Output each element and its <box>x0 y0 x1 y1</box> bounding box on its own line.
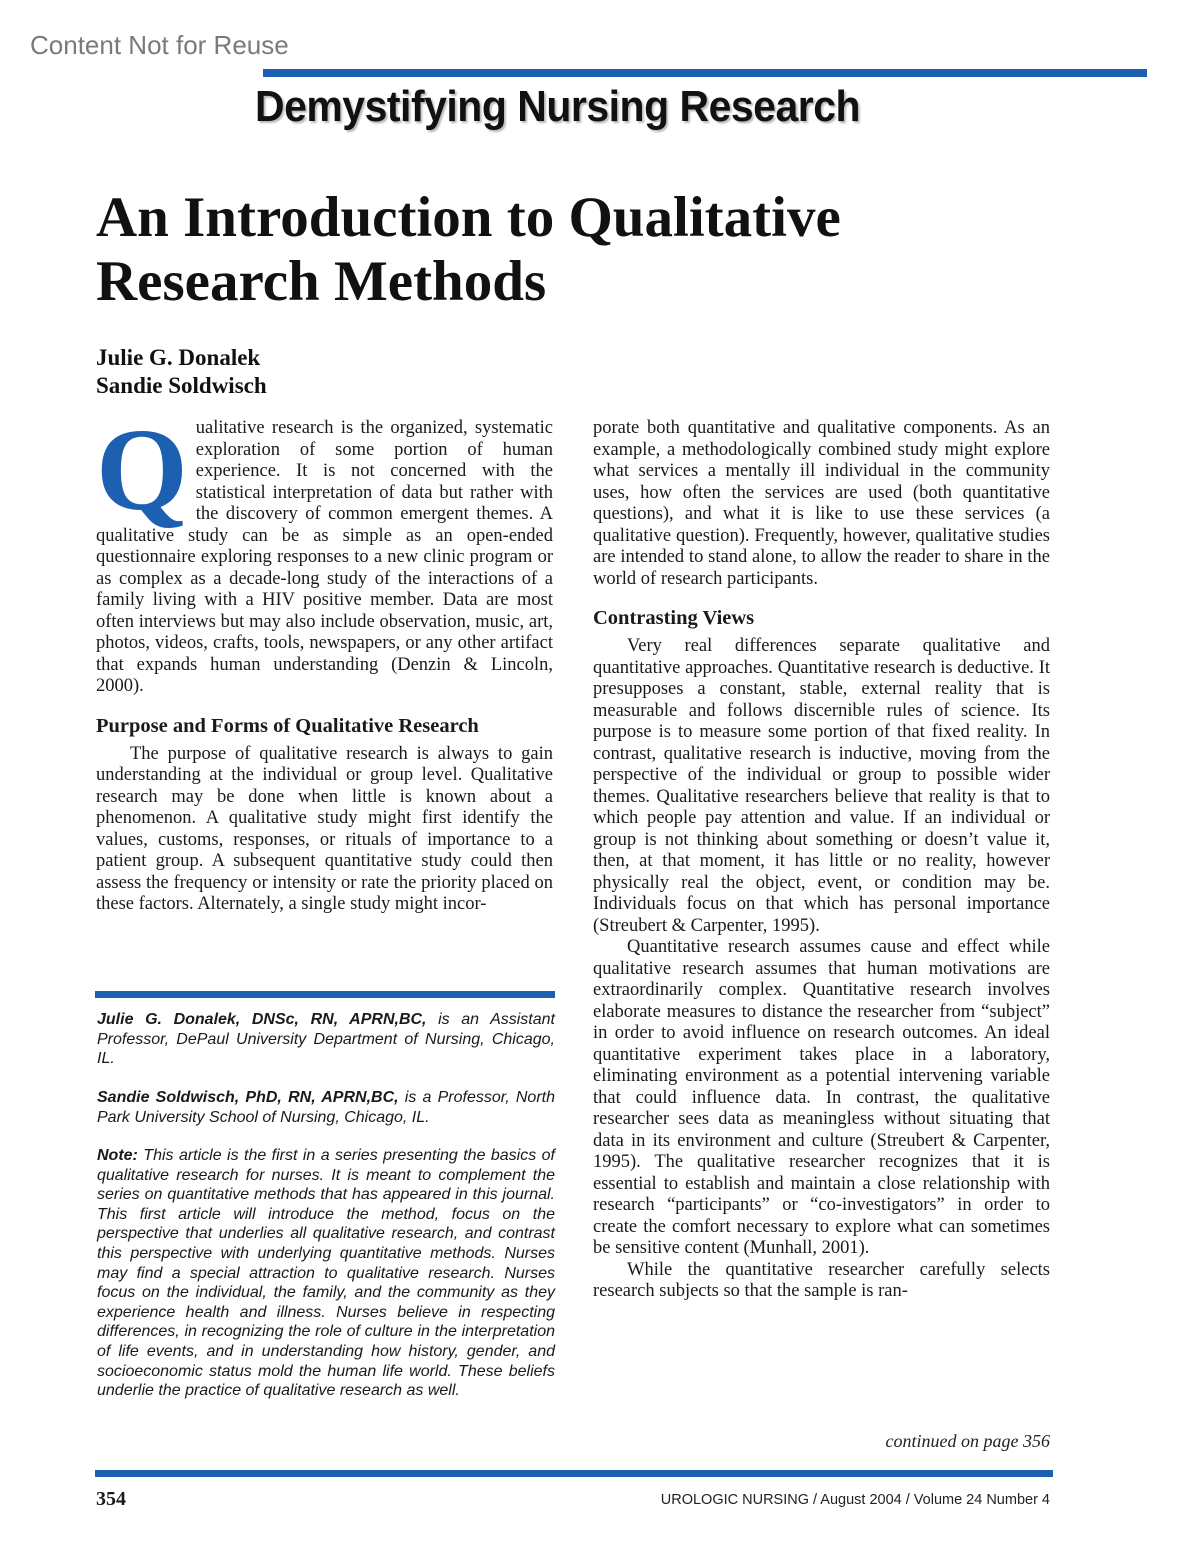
author-bio-name: Julie G. Donalek, DNSc, RN, APRN,BC, <box>97 1011 427 1028</box>
series-note <box>97 1146 555 1401</box>
left-column <box>96 404 553 916</box>
bio-rule <box>95 991 555 998</box>
title-line-2: Research Methods <box>96 250 547 313</box>
contrast-paragraph-2: Quantitative research assumes cause and effect while qualitative research assumes that human motivations are extraordinarily complex. Quantitative research involves elaborate measures to distance the researcher from “subject” in order to avoid influence on research outcomes. An ideal quantitative experiment takes place in a laboratory, eliminating environment as a potential intervening variable that could influence data. In contrast, the qualitative researcher sees data as meaningless without situating that data in its environment and culture (Streubert & Carpenter, 1995). The qualitative researcher recognizes that it is essential to establish and maintain a close relationship with research “participants” or “co-investigators” in order to create the comfort necessary to explore what can sometimes be sensitive content (Munhall, 2001). <box>593 937 1050 1258</box>
drop-cap: Q <box>96 404 188 535</box>
author-name: Julie G. Donalek <box>96 345 261 370</box>
title-line-1: An Introduction to Qualitative <box>96 186 841 249</box>
continued-paragraph: porate both quantitative and qualitative components. As an example, a methodologically combined study might explore what services a mentally ill individual in the community uses, how often the services are used (both quantitative questions), and what it is like to use these services (a qualitative question). Frequently, however, qualitative studies are intended to stand alone, to allow the reader to share in the world of research participants. <box>593 418 1050 589</box>
continued-link: continued on page 356 <box>885 1431 1050 1451</box>
contrast-paragraph-3: While the quantitative researcher carefully selects research subjects so that the sample is ran- <box>593 1259 1050 1301</box>
top-rule <box>263 69 1147 77</box>
section-heading-purpose: Purpose and Forms of Qualitative Research <box>96 714 479 737</box>
right-column <box>593 418 1050 1303</box>
purpose-paragraph: The purpose of qualitative research is always to gain understanding at the individual or group level. Qualitative research may be done when little is known about a phenomenon. A qualitative study might first identify the values, customs, responses, or rituals of importance to a patient group. A subsequent quantitative study could then assess the frequency or intensity or rate the priority placed on these factors. Alternately, a single study might incor- <box>96 743 553 914</box>
journal-info: UROLOGIC NURSING / August 2004 / Volume 24 Number 4 <box>660 1492 1050 1508</box>
article-title <box>96 186 996 314</box>
intro-paragraph <box>96 404 553 698</box>
page-number: 354 <box>96 1488 126 1510</box>
section-heading-contrasting: Contrasting Views <box>593 607 755 629</box>
bottom-rule <box>95 1470 1053 1477</box>
note-label: Note: <box>97 1147 138 1164</box>
section-banner: Demystifying Nursing Research <box>255 82 861 131</box>
author-bio-text: is an Assistant Professor, DePaul University Department of Nursing, Chicago, IL. <box>97 1011 555 1068</box>
author-name: Sandie Soldwisch <box>96 373 267 398</box>
intro-text: ualitative research is the organized, systematic exploration of some portion of human experience. It is not concerned with the statistical interpretation of data but rather with the discovery of common emergent themes. A qualitative study can be as simple as an open-ended questionnaire exploring responses to a new clinic program or as complex as a decade-long study of the interactions of a family living with a HIV positive member. Data are most often interviews but may also include observation, music, art, photos, videos, crafts, tools, newspapers, or any other artifact that expands human understanding (Denzin & Lincoln, 2000). <box>96 418 553 696</box>
author-bio-1 <box>97 1010 555 1069</box>
contrast-paragraph-1: Very real differences separate qualitative and quantitative approaches. Quantitative research is deductive. It presupposes a constant, stable, external reality that is measurable and follows discernible rules of science. Its purpose is to measure some portion of that fixed reality. In contrast, qualitative research is inductive, moving from the perspective of the individual or group to possible wider themes. Qualitative researchers believe that reality is that to which people pay attention and value. If an individual or group is not thinking about something or doesn’t value it, then, at that moment, it has little or no reality, however physically real the object, event, or condition may be. Individuals focus on that which has personal importance (Streubert & Carpenter, 1995). <box>593 636 1050 936</box>
author-bio-name: Sandie Soldwisch, PhD, RN, APRN,BC, <box>97 1089 399 1106</box>
note-text: This article is the first in a series presenting the basics of qualitative research for nurses. It is meant to complement the series on quantitative methods that has appeared in this journal. This first article will introduce the method, focus on the perspective that underlies all qualitative research, and contrast this perspective with underlying quantitative methods. Nurses may find a special attraction to qualitative research. Nurses focus on the individual, the family, and the community as they experience health and illness. Nurses believe in respecting differences, in recognizing the role of culture in the interpretation of life events, and in understanding how history, gender, and socioeconomic status mold the human life world. These beliefs underlie the practice of qualitative research as well. <box>97 1147 555 1400</box>
author-bio-text: is a Professor, North Park University School of Nursing, Chicago, IL. <box>97 1089 555 1126</box>
author-list <box>96 344 267 400</box>
author-bio-2 <box>97 1088 555 1127</box>
watermark-text: Content Not for Reuse <box>30 30 289 60</box>
